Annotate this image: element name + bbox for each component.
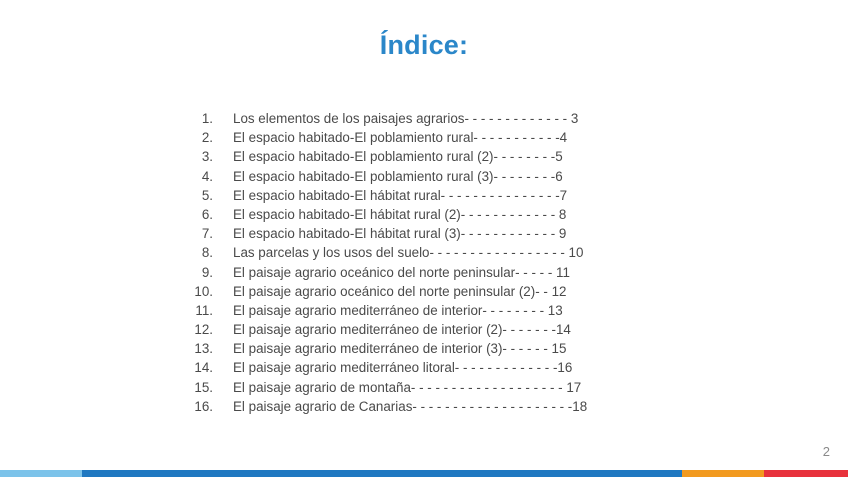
toc-item-number: 14. [194,360,213,376]
toc-item-number: 4. [201,168,213,184]
toc-item-number: 3. [201,149,213,165]
toc-item-number: 1. [201,111,213,126]
bar-segment-blue [82,470,682,477]
toc-item [170,397,690,416]
toc-item-text: El espacio habitado-El hábitat rural (2)- - - - - - - - - - - - 8 [233,206,567,222]
toc-item-number: 9. [201,264,213,280]
toc-item-text: El espacio habitado-El poblamiento rural (3)- - - - - - - -6 [233,168,563,184]
toc-item [170,263,690,282]
toc-item-text: El paisaje agrario mediterráneo de interior (2)- - - - - - -14 [233,322,571,338]
toc-item-text: Las parcelas y los usos del suelo- - - - - - - - - - - - - - - - - 10 [233,245,584,261]
toc-item-text: El paisaje agrario de Canarias- - - - - - - - - - - - - - - - - - - -18 [233,398,588,414]
toc-item-text: El paisaje agrario oceánico del norte peninsular- - - - - 11 [233,264,570,280]
toc-item-number: 8. [201,245,213,261]
toc-item-number: 5. [201,187,213,203]
toc-item-text: El espacio habitado-El hábitat rural (3)- - - - - - - - - - - - 9 [233,226,567,242]
toc-item [170,301,690,320]
toc-item [170,320,690,339]
toc-item-number: 12. [194,322,213,338]
toc-item-text: El paisaje agrario oceánico del norte peninsular (2)- - 12 [233,283,567,299]
toc-item [170,109,690,128]
page-number: 2 [822,444,830,459]
table-of-contents [170,109,690,416]
toc-item-text: El paisaje agrario mediterráneo litoral- - - - - - - - - - - - -16 [233,360,573,376]
toc-item [170,186,690,205]
page-title: Índice: [379,30,469,60]
bar-segment-light-blue [0,470,82,477]
toc-item-text: El espacio habitado-El poblamiento rural (2)- - - - - - - -5 [233,149,563,165]
toc-item [170,128,690,147]
toc-item [170,339,690,358]
bar-segment-orange [682,470,764,477]
toc-item-number: 11. [195,302,213,318]
toc-item [170,205,690,224]
toc-item-number: 6. [201,206,213,222]
toc-item [170,378,690,397]
toc-item-text: El paisaje agrario mediterráneo de interior (3)- - - - - - 15 [233,341,567,357]
toc-item-number: 2. [201,130,213,146]
toc-item [170,243,690,262]
toc-item-text: El paisaje agrario de montaña- - - - - - - - - - - - - - - - - - - 17 [233,379,582,395]
bar-segment-red [764,470,848,477]
toc-item-number: 16. [194,398,213,414]
bottom-color-bar [0,470,848,477]
toc-item-text: El espacio habitado-El hábitat rural- - - - - - - - - - - - - - -7 [233,187,568,203]
toc-item [170,282,690,301]
toc-item-number: 10. [194,283,213,299]
toc-item-number: 15. [194,379,213,395]
toc-item-text: Los elementos de los paisajes agrarios- - - - - - - - - - - - - 3 [233,111,579,126]
toc-item-text: El paisaje agrario mediterráneo de interior- - - - - - - - 13 [233,302,563,318]
toc-item [170,358,690,377]
toc-item [170,224,690,243]
toc-item-text: El espacio habitado-El poblamiento rural- - - - - - - - - - -4 [233,130,568,146]
toc-item-number: 13. [194,341,213,357]
toc-item [170,167,690,186]
toc-item-number: 7. [201,226,213,242]
toc-item [170,147,690,166]
